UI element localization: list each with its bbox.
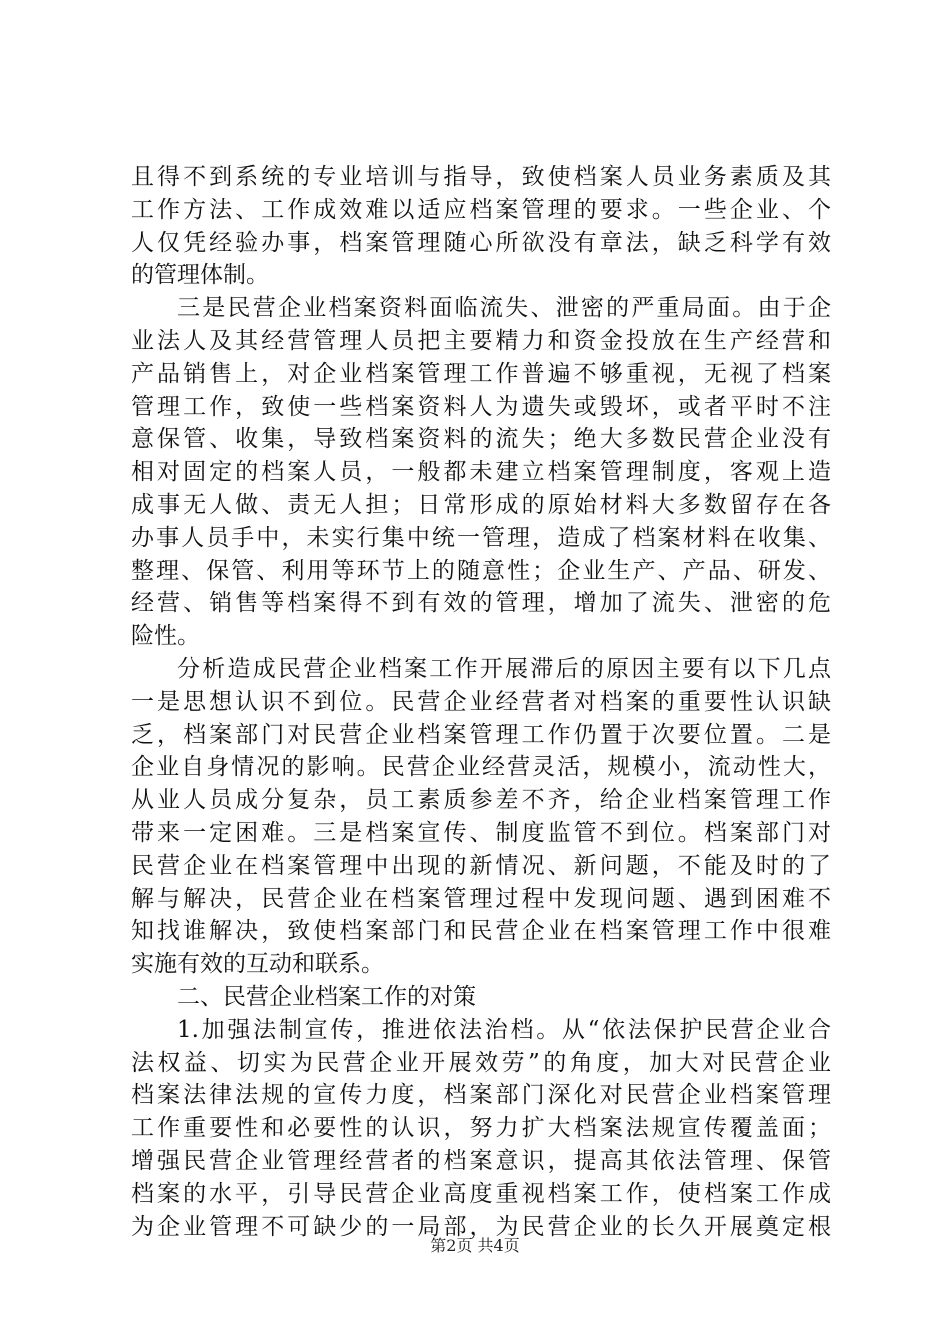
page-number-footer: 第2页 共4页 (430, 1236, 520, 1255)
text-line: 整理、保管、利用等环节上的随意性；企业生产、产品、研发、 (131, 557, 831, 584)
text-line: 档案法律法规的宣传力度，档案部门深化对民营企业档案管理 (131, 1082, 831, 1109)
text-line: 实施有效的互动和联系。 (131, 951, 384, 978)
text-line: 1.加强法制宣传，推进依法治档。从“依法保护民营企业合 (177, 1016, 831, 1043)
text-line: 人仅凭经验办事，档案管理随心所欲没有章法，缺乏科学有效 (131, 229, 831, 256)
text-line: 的管理体制。 (131, 262, 269, 289)
text-line: 档案的水平，引导民营企业高度重视档案工作，使档案工作成 (131, 1180, 831, 1207)
text-line: 法权益、切实为民营企业开展效劳”的角度，加大对民营企业 (131, 1049, 831, 1076)
text-line: 带来一定困难。三是档案宣传、制度监管不到位。档案部门对 (131, 819, 831, 846)
text-line: 乏，档案部门对民营企业档案管理工作仍置于次要位置。二是 (131, 721, 831, 748)
section-heading: 二、民营企业档案工作的对策 (177, 983, 476, 1010)
text-line: 管理工作，致使一些档案资料人为遗失或毁坏，或者平时不注 (131, 393, 831, 420)
text-line: 一是思想认识不到位。民营企业经营者对档案的重要性认识缺 (131, 688, 831, 715)
text-line: 经营、销售等档案得不到有效的管理，增加了流失、泄密的危 (131, 590, 831, 617)
text-line: 企业自身情况的影响。民营企业经营灵活，规模小，流动性大， (131, 754, 831, 781)
text-line: 且得不到系统的专业培训与指导，致使档案人员业务素质及其 (131, 164, 831, 190)
text-line: 解与解决，民营企业在档案管理过程中发现问题、遇到困难不 (131, 885, 831, 912)
text-line: 意保管、收集，导致档案资料的流失；绝大多数民营企业没有 (131, 426, 831, 453)
text-line: 知找谁解决，致使档案部门和民营企业在档案管理工作中很难 (131, 918, 831, 945)
text-line: 业法人及其经营管理人员把主要精力和资金投放在生产经营和 (131, 327, 831, 354)
text-line: 从业人员成分复杂，员工素质参差不齐，给企业档案管理工作 (131, 787, 831, 814)
text-line: 成事无人做、责无人担；日常形成的原始材料大多数留存在各 (131, 491, 831, 518)
text-line: 三是民营企业档案资料面临流失、泄密的严重局面。由于企 (177, 295, 831, 322)
text-line: 险性。 (131, 623, 200, 650)
text-line: 相对固定的档案人员，一般都未建立档案管理制度，客观上造 (131, 459, 831, 486)
text-line: 产品销售上，对企业档案管理工作普遍不够重视，无视了档案 (131, 360, 831, 387)
text-line: 增强民营企业管理经营者的档案意识，提高其依法管理、保管 (131, 1147, 831, 1174)
text-line: 工作方法、工作成效难以适应档案管理的要求。一些企业、个 (131, 196, 831, 223)
document-body (131, 161, 831, 1243)
text-line: 民营企业在档案管理中出现的新情况、新问题，不能及时的了 (131, 852, 831, 879)
text-line: 分析造成民营企业档案工作开展滞后的原因主要有以下几点 (177, 655, 831, 682)
text-line: 工作重要性和必要性的认识，努力扩大档案法规宣传覆盖面； (131, 1115, 831, 1142)
text-line: 为企业管理不可缺少的一局部，为民营企业的长久开展奠定根 (131, 1213, 831, 1240)
text-line: 办事人员手中，未实行集中统一管理，造成了档案材料在收集、 (131, 524, 831, 551)
